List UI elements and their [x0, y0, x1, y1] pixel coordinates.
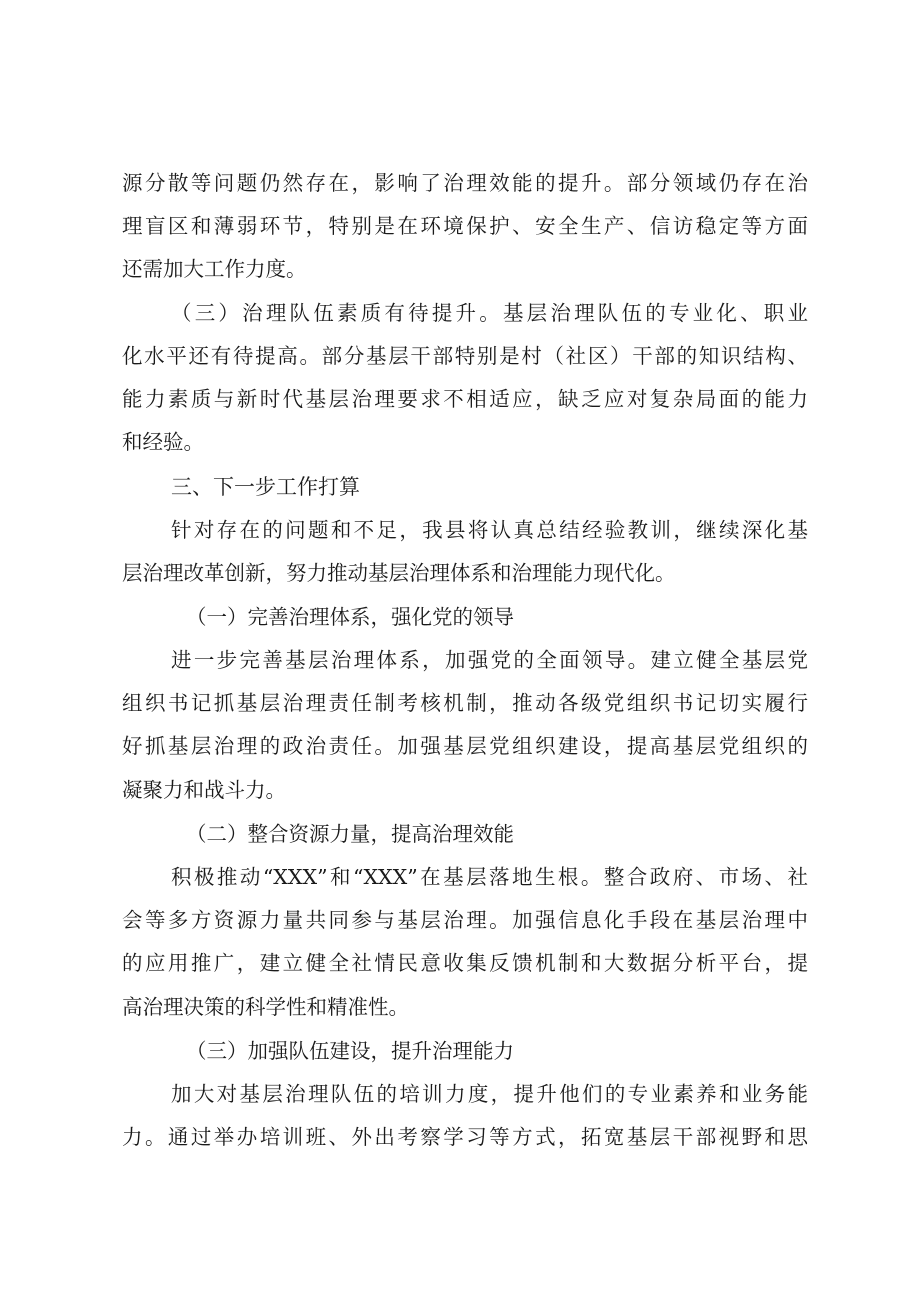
text-line: 和经验。 — [122, 430, 204, 454]
text-line: 会等多方资源力量共同参与基层治理。加强信息化手段在基层治理中 — [122, 908, 808, 932]
text-line: 的应用推广，建立健全社情民意收集反馈机制和大数据分析平台，提 — [122, 951, 808, 975]
text-line: 层治理改革创新，努力推动基层治理体系和治理能力现代化。 — [122, 561, 676, 585]
text-line: 高治理决策的科学性和精准性。 — [122, 995, 409, 1019]
text-line: 组织书记抓基层治理责任制考核机制，推动各级党组织书记切实履行 — [122, 691, 808, 715]
subsection-heading-1: （一）完善治理体系，强化党的领导 — [186, 605, 514, 629]
section-heading: 三、下一步工作打算 — [171, 475, 360, 499]
text-line: 针对存在的问题和不足，我县将认真总结经验教训，继续深化基 — [171, 518, 808, 542]
subsection-heading-3: （三）加强队伍建设，提升治理能力 — [186, 1039, 514, 1063]
text-line: 力。通过举办培训班、外出考察学习等方式，拓宽基层干部视野和思 — [122, 1125, 808, 1149]
text-line: 好抓基层治理的政治责任。加强基层党组织建设，提高基层党组织的 — [122, 734, 808, 758]
text-line: 还需加大工作力度。 — [122, 257, 307, 281]
text-line: 积极推动“XXX”和“XXX”在基层落地生根。整合政府、市场、社 — [171, 865, 808, 889]
text-line: （三）治理队伍素质有待提升。基层治理队伍的专业化、职业 — [171, 301, 808, 325]
text-line: 化水平还有待提高。部分基层干部特别是村（社区）干部的知识结构、 — [122, 344, 808, 368]
subsection-heading-2: （二）整合资源力量，提高治理效能 — [186, 822, 514, 846]
text-line: 源分散等问题仍然存在，影响了治理效能的提升。部分领域仍存在治 — [122, 171, 808, 195]
text-line: 加大对基层治理队伍的培训力度，提升他们的专业素养和业务能 — [171, 1082, 808, 1106]
text-line: 凝聚力和战斗力。 — [122, 778, 286, 802]
text-line: 能力素质与新时代基层治理要求不相适应，缺乏应对复杂局面的能力 — [122, 387, 808, 411]
text-line: 进一步完善基层治理体系，加强党的全面领导。建立健全基层党 — [171, 648, 808, 672]
text-line: 理盲区和薄弱环节，特别是在环境保护、安全生产、信访稳定等方面 — [122, 214, 808, 238]
